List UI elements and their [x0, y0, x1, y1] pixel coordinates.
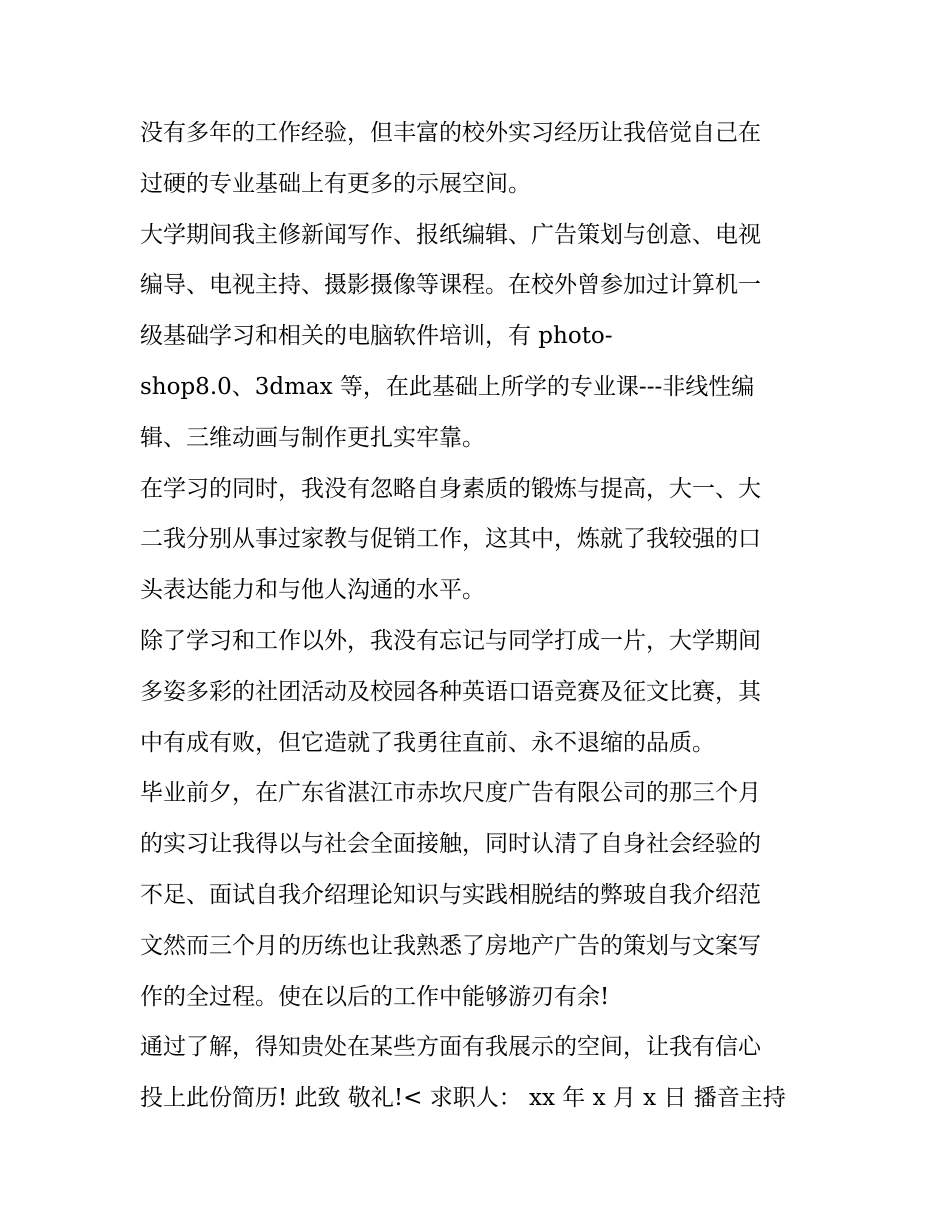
text-line: shop8.0、3dmax 等，在此基础上所学的专业课---非线性编 [140, 373, 755, 400]
text-line: 过硬的专业基础上有更多的示展空间。 [140, 170, 531, 197]
text-line: 通过了解，得知贵处在某些方面有我展示的空间，让我有信心 [140, 1034, 761, 1061]
text-line: 毕业前夕，在广东省湛江市赤坎尺度广告有限公司的那三个月 [140, 780, 761, 807]
document-body [140, 108, 820, 1124]
text-line: 作的全过程。使在以后的工作中能够游刃有余! [140, 983, 610, 1010]
text-line: 辑、三维动画与制作更扎实牢靠。 [140, 424, 485, 451]
text-line: 编导、电视主持、摄影摄像等课程。在校外曾参加过计算机一 [140, 272, 761, 299]
text-line: 中有成有败，但它造就了我勇往直前、永不退缩的品质。 [140, 729, 715, 756]
text-line: 大学期间我主修新闻写作、报纸编辑、广告策划与创意、电视 [140, 221, 761, 248]
text-line: 投上此份简历! 此致 敬礼!< 求职人： xx 年 x 月 x 日 播音主持 [140, 1085, 786, 1112]
text-line: 除了学习和工作以外，我没有忘记与同学打成一片，大学期间 [140, 627, 761, 654]
text-line: 头表达能力和与他人沟通的水平。 [140, 577, 485, 604]
text-line: 文然而三个月的历练也让我熟悉了房地产广告的策划与文案写 [140, 932, 761, 959]
text-line: 不足、面试自我介绍理论知识与实践相脱结的弊玻自我介绍范 [140, 881, 761, 908]
text-line: 的实习让我得以与社会全面接触，同时认清了自身社会经验的 [140, 831, 761, 858]
text-line: 多姿多彩的社团活动及校园各种英语口语竞赛及征文比赛，其 [140, 678, 761, 705]
text-line: 二我分别从事过家教与促销工作，这其中，炼就了我较强的口 [140, 526, 761, 553]
text-line: 没有多年的工作经验，但丰富的校外实习经历让我倍觉自己在 [140, 120, 761, 146]
text-line: 在学习的同时，我没有忽略自身素质的锻炼与提高，大一、大 [140, 475, 761, 502]
text-line: 级基础学习和相关的电脑软件培训，有 photo- [140, 323, 613, 350]
